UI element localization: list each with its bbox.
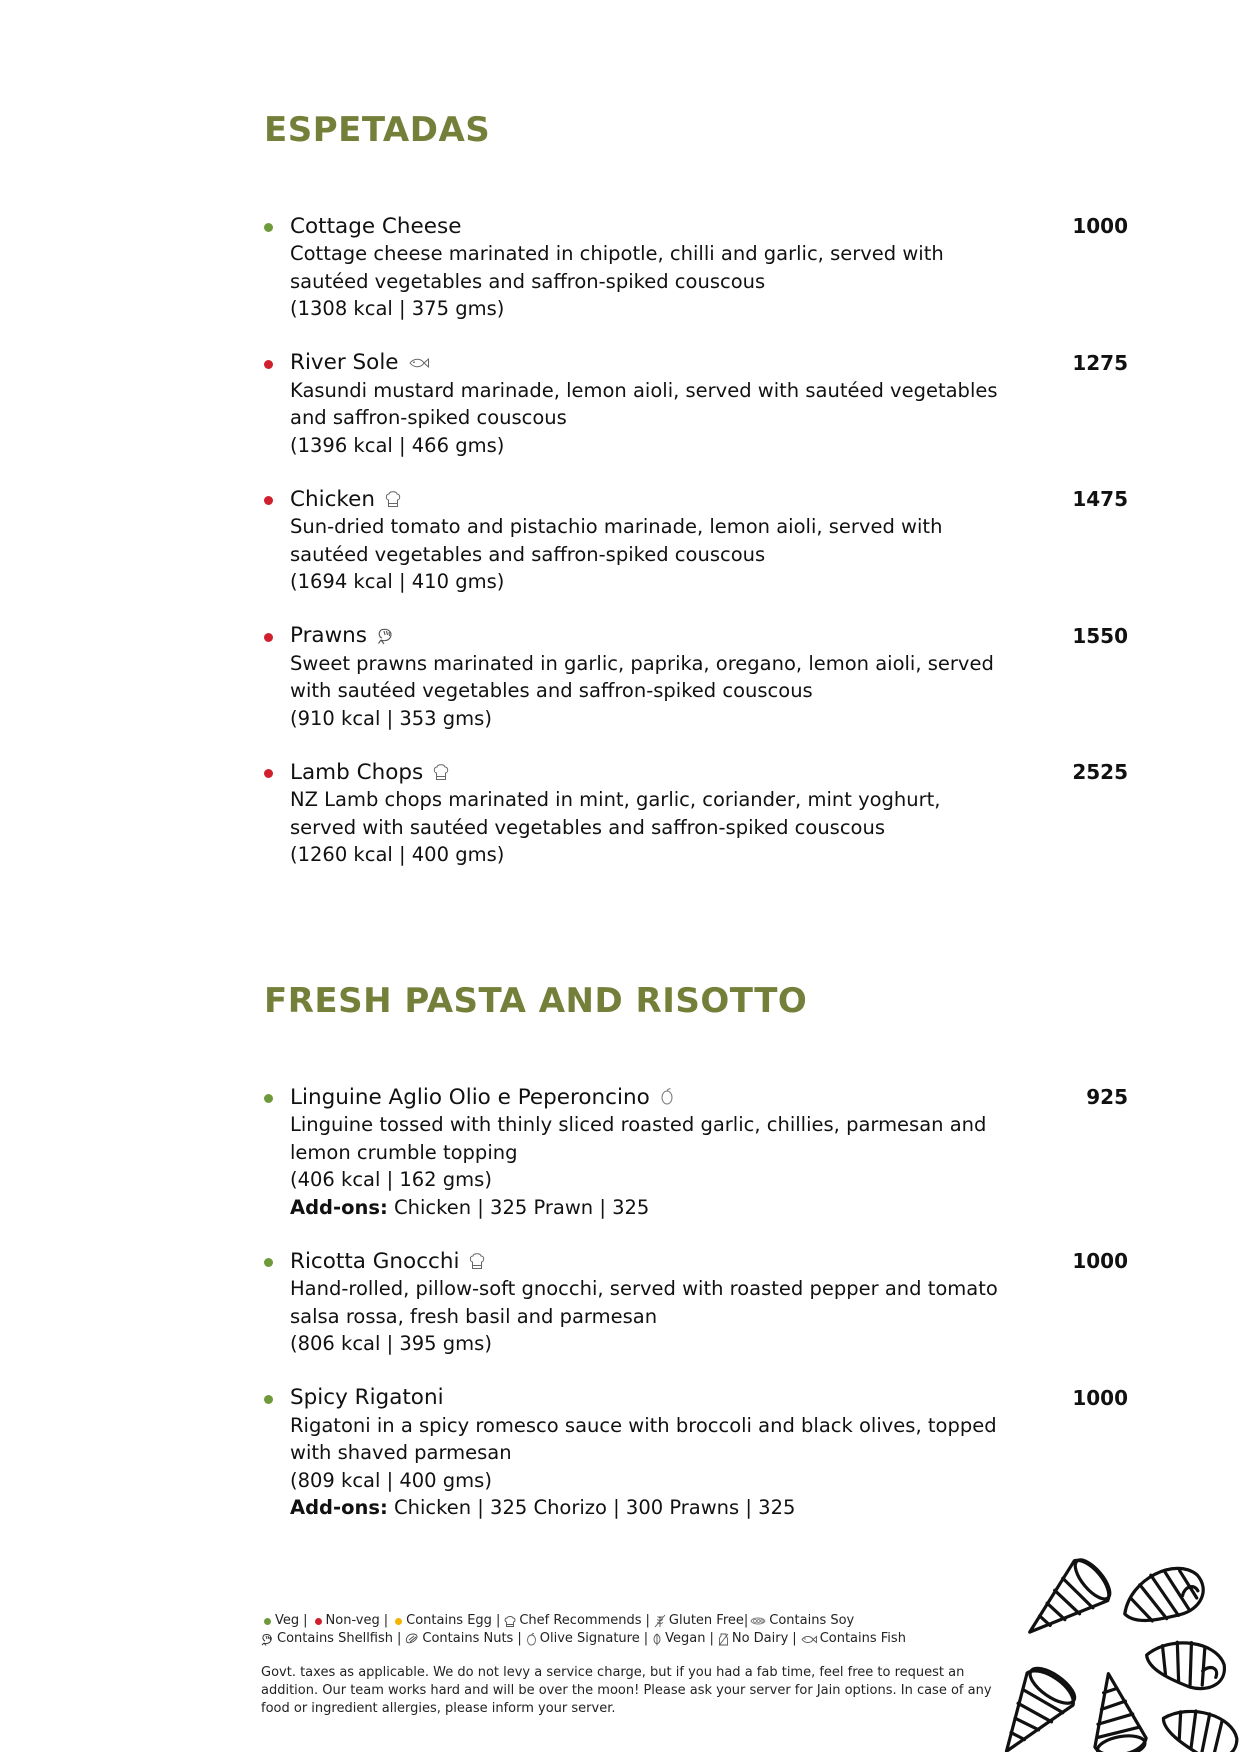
item-description: Linguine tossed with thinly sliced roasted garlic, chillies, parmesan and lemon crumble topping xyxy=(290,1113,987,1164)
veg-dot-icon xyxy=(264,1395,273,1404)
item-description: Rigatoni in a spicy romesco sauce with broccoli and black olives, topped with shaved parmesan xyxy=(290,1413,997,1464)
wheat-icon xyxy=(654,1614,666,1628)
fish-icon xyxy=(409,354,427,372)
olive-icon xyxy=(660,1088,678,1106)
item-nutrition: (1260 kcal | 400 gms) xyxy=(290,843,505,866)
menu-item xyxy=(264,349,1144,460)
item-description: Cottage cheese marinated in chipotle, chilli and garlic, served with sautéed vegetables and saffron-spiked couscous xyxy=(290,242,944,293)
veg-dot-icon xyxy=(264,223,273,232)
item-name: Cottage Cheese xyxy=(290,213,462,239)
item-name-row xyxy=(290,1083,1144,1111)
addons-values: Chicken | 325 Prawn | 325 xyxy=(394,1195,650,1219)
legend-separator: | xyxy=(643,1631,649,1646)
legend-separator: | xyxy=(303,1613,308,1628)
menu-item xyxy=(264,1247,1144,1358)
item-description: Kasundi mustard marinade, lemon aioli, served with sautéed vegetables and saffron-spiked couscous xyxy=(290,378,998,429)
item-addons xyxy=(290,1494,1144,1522)
item-name: Lamb Chops xyxy=(290,759,424,785)
item-name-row xyxy=(290,758,1144,786)
section-title: FRESH PASTA AND RISOTTO xyxy=(264,981,808,1021)
legend-vegan-label: Vegan xyxy=(665,1631,706,1646)
non-veg-dot-icon xyxy=(264,496,273,505)
pasta-illustration xyxy=(996,1552,1241,1752)
section-espetadas xyxy=(264,110,1144,895)
item-description: Hand-rolled, pillow-soft gnocchi, served with roasted pepper and tomato salsa rossa, fresh basil and parmesan xyxy=(290,1277,998,1328)
legend-veg xyxy=(261,1612,299,1630)
addons-label: Add-ons: xyxy=(290,1496,388,1519)
legend-soy xyxy=(750,1612,854,1630)
legend-separator: | xyxy=(792,1631,797,1646)
legend-separator: | xyxy=(645,1613,650,1628)
shellfish-icon xyxy=(377,627,395,645)
menu-item xyxy=(264,485,1144,596)
item-nutrition: (1396 kcal | 466 gms) xyxy=(290,433,505,457)
item-nutrition: (406 kcal | 162 gms) xyxy=(290,1168,492,1191)
fish-icon xyxy=(801,1635,817,1644)
chef-hat-icon xyxy=(385,490,403,508)
legend-olive-label: Olive Signature xyxy=(539,1631,640,1646)
item-price: 1475 xyxy=(1072,487,1128,511)
item-name-row xyxy=(290,212,1144,240)
item-price: 1000 xyxy=(1072,214,1128,238)
legend-soy-label: Contains Soy xyxy=(769,1613,855,1628)
legend-separator: | xyxy=(383,1613,389,1628)
legend-dairy xyxy=(718,1630,788,1648)
menu-item-list xyxy=(264,1083,1144,1522)
legend-separator: | xyxy=(743,1613,749,1628)
legend-line-2 xyxy=(261,1630,1021,1648)
legend-separator: | xyxy=(397,1631,402,1646)
legend-vegan xyxy=(652,1630,705,1648)
no-dairy-icon xyxy=(718,1633,729,1646)
legend-fish xyxy=(801,1630,906,1648)
soy-icon xyxy=(750,1616,766,1626)
item-price: 1275 xyxy=(1072,350,1128,375)
item-price: 1000 xyxy=(1072,1249,1128,1273)
item-nutrition: (910 kcal | 353 gms) xyxy=(290,706,492,730)
olive-icon xyxy=(526,1633,537,1646)
legend-non-veg xyxy=(312,1612,380,1630)
item-name-row xyxy=(290,1247,1144,1275)
legend-chef xyxy=(504,1612,641,1630)
menu-item-list xyxy=(264,212,1144,869)
legend-egg xyxy=(392,1612,492,1630)
item-name-row xyxy=(290,1384,1144,1412)
item-name-row xyxy=(290,349,1144,377)
legend-dairy-label: No Dairy xyxy=(731,1631,789,1646)
legend-shellfish-label: Contains Shellfish xyxy=(277,1631,394,1646)
legend-veg-label: Veg xyxy=(275,1613,300,1628)
item-name: Ricotta Gnocchi xyxy=(290,1248,460,1274)
item-price: 1550 xyxy=(1072,623,1128,648)
veg-dot-icon xyxy=(264,1258,273,1267)
item-name: Spicy Rigatoni xyxy=(290,1385,444,1410)
item-nutrition: (806 kcal | 395 gms) xyxy=(290,1332,492,1355)
chef-hat-icon xyxy=(504,1615,516,1628)
item-nutrition: (1694 kcal | 410 gms) xyxy=(290,570,505,593)
legend-fish-label: Contains Fish xyxy=(819,1631,906,1646)
legend-shellfish xyxy=(261,1630,393,1648)
item-name: River Sole xyxy=(290,350,399,375)
addons-values: Chicken | 325 Chorizo | 300 Prawns | 325 xyxy=(394,1496,796,1519)
legend-non-veg-label: Non-veg xyxy=(325,1613,380,1628)
legend-line-1 xyxy=(261,1612,1021,1630)
item-description: NZ Lamb chops marinated in mint, garlic, coriander, mint yoghurt, served with sautéed vegetables and saffron-spiked couscous xyxy=(290,788,941,839)
item-price: 925 xyxy=(1086,1085,1128,1109)
legend-nuts-label: Contains Nuts xyxy=(422,1631,514,1646)
menu-item xyxy=(264,1083,1144,1221)
footer-note: Govt. taxes as applicable. We do not levy a service charge, but if you had a fab time, feel free to request an addition. Our team works hard and will be over the moon! Please ask your server for Jain options. In case of any food or ingredient allergies, please inform your server. xyxy=(261,1665,992,1716)
legend-gluten-label: Gluten Free xyxy=(668,1613,744,1628)
dietary-legend xyxy=(261,1612,1021,1648)
legend-separator: | xyxy=(517,1631,522,1646)
legend-olive xyxy=(526,1630,640,1648)
veg-dot-icon xyxy=(264,1618,271,1625)
menu-item xyxy=(264,758,1144,869)
item-price: 1000 xyxy=(1072,1385,1128,1410)
shellfish-icon xyxy=(261,1633,274,1646)
veg-dot-icon xyxy=(264,1094,273,1103)
legend-egg-label: Contains Egg xyxy=(406,1613,492,1628)
item-name-row xyxy=(290,622,1144,650)
nut-icon xyxy=(405,1633,419,1645)
item-name: Linguine Aglio Olio e Peperoncino xyxy=(290,1084,650,1110)
legend-gluten xyxy=(654,1612,744,1630)
legend-separator: | xyxy=(495,1613,501,1628)
item-name: Chicken xyxy=(290,486,375,512)
non-veg-dot-icon xyxy=(264,360,273,369)
egg-dot-icon xyxy=(395,1618,402,1625)
menu-item xyxy=(264,1384,1144,1522)
item-description: Sun-dried tomato and pistachio marinade, lemon aioli, served with sautéed vegetables and saffron-spiked couscous xyxy=(290,515,943,566)
vegan-leaf-icon xyxy=(652,1633,662,1646)
section-title: ESPETADAS xyxy=(264,110,491,150)
addons-label: Add-ons: xyxy=(290,1195,388,1219)
item-name-row xyxy=(290,485,1144,513)
chef-hat-icon xyxy=(433,763,451,781)
non-veg-dot-icon xyxy=(264,769,273,778)
item-nutrition: (809 kcal | 400 gms) xyxy=(290,1468,492,1492)
item-price: 2525 xyxy=(1072,760,1128,784)
menu-item xyxy=(264,622,1144,733)
section-fresh-pasta-and-risotto xyxy=(264,981,1144,1548)
item-nutrition: (1308 kcal | 375 gms) xyxy=(290,297,505,320)
chef-hat-icon xyxy=(469,1252,487,1270)
non-veg-dot-icon xyxy=(264,633,273,642)
item-description: Sweet prawns marinated in garlic, paprika, oregano, lemon aioli, served with sautéed vegetables and saffron-spiked couscous xyxy=(290,651,994,702)
item-addons xyxy=(290,1194,1144,1222)
menu-item xyxy=(264,212,1144,323)
legend-nuts xyxy=(405,1630,513,1648)
non-veg-dot-icon xyxy=(315,1618,322,1625)
item-name: Prawns xyxy=(290,623,368,648)
legend-chef-label: Chef Recommends xyxy=(519,1613,642,1628)
legend-separator: | xyxy=(709,1631,714,1646)
